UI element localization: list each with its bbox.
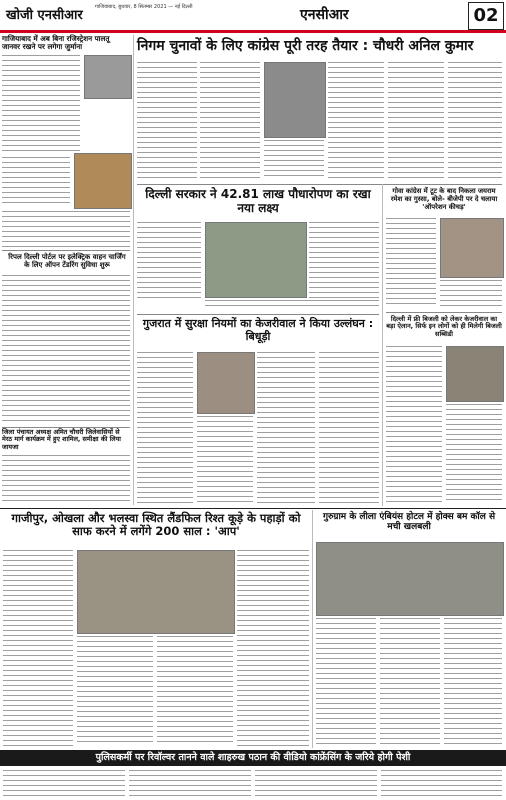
edition-meta: गाजियाबाद, बुधवार, 8 सितम्बर 2021 — नई दिल्ली: [95, 4, 193, 10]
article-body: [197, 416, 253, 504]
column-divider: [133, 35, 134, 505]
politician-photo: [197, 352, 255, 414]
article-body: [388, 62, 444, 180]
article-body: [3, 550, 73, 746]
article-body: [316, 618, 376, 746]
story-headline: गुजरात में सुरक्षा नियमों का केजरीवाल ने किया उल्लंघन : बिधूड़ी: [142, 317, 374, 343]
column-divider: [382, 184, 383, 506]
article-body: [319, 352, 379, 504]
divider: [137, 314, 379, 315]
story-headline: दिल्ली में फ्री बिजली को लेकर केजरीवाल का बड़ा ऐलान, सिर्फ इन लोगों को ही मिलेगी बिजली सब्सिडी: [386, 315, 502, 338]
politician-photo: [264, 62, 326, 138]
article-body: [386, 218, 436, 308]
article-body: [137, 222, 201, 300]
article-body: [129, 770, 251, 798]
story-headline: गोवा कांग्रेस में टूट के बाद निकला जयराम रमेश का गुस्सा, बोले- बीजेपी पर दे चलाया 'ऑपरेशन कीचड़': [390, 187, 498, 211]
article-body: [264, 140, 324, 180]
landfill-photo: [77, 550, 235, 634]
article-body: [440, 280, 502, 308]
politician-photo: [446, 346, 504, 402]
dog-photo: [74, 153, 132, 209]
story-headline: पुलिसकर्मी पर रिवॉल्वर तानने वाले शाहरुख पठान की वीडियो कांफ्रेंसिंग के जरिये होगी पेशी: [0, 750, 506, 766]
column-divider: [312, 510, 313, 748]
page-number: 02: [468, 2, 504, 30]
article-body: [2, 455, 130, 505]
divider: [386, 312, 502, 313]
story-headline: जिला पंचायत अध्यक्ष अमित चौधरी जिलेवासियों से मेरठ मार्ग कार्यक्रम में हुए शामिल, समीक्षा की लिया जायजा: [2, 428, 121, 451]
article-body: [137, 62, 197, 180]
lead-headline: निगम चुनावों के लिए कांग्रेस पूरी तरह तैयार : चौधरी अनिल कुमार: [137, 38, 474, 54]
left-column: [2, 35, 130, 505]
divider: [2, 250, 130, 251]
story-headline: गाजियाबाद में अब बिना रजिस्ट्रेशन पालतू जानवर रखने पर लगेगा जुर्माना: [2, 34, 110, 52]
article-body: [2, 55, 80, 153]
politician-photo: [84, 55, 132, 99]
article-body: [446, 404, 502, 504]
divider: [0, 508, 506, 509]
article-body: [2, 275, 130, 423]
article-body: [381, 770, 502, 798]
article-body: [157, 636, 233, 746]
story-headline: गुरुग्राम के लीला एंबियंस होटल में होक्स बम कॉल से मची खलबली: [322, 512, 496, 533]
masthead: [0, 0, 506, 30]
article-body: [257, 352, 315, 504]
article-body: [137, 352, 193, 504]
article-body: [255, 770, 377, 798]
brand-logo: खोजी एनसीआर: [6, 8, 83, 23]
article-body: [380, 618, 440, 746]
divider: [137, 184, 502, 185]
article-body: [200, 62, 260, 180]
article-body: [386, 346, 442, 504]
story-headline: दिल्ली सरकार ने 42.81 लाख पौधारोपण का रखा नया लक्ष्य: [145, 187, 371, 215]
article-body: [77, 636, 153, 746]
police-photo: [316, 542, 504, 616]
masthead-rule: [0, 30, 506, 33]
section-title: एनसीआर: [300, 7, 349, 23]
article-body: [237, 550, 309, 746]
article-body: [205, 300, 379, 310]
article-body: [448, 62, 502, 180]
story-headline: गाजीपुर, ओखला और भलस्वा स्थित लैंडफिल रिश्त कूड़े के पहाड़ों को साफ करने में लगेंगे 200 साल : 'आप': [11, 511, 301, 539]
press-conference-photo: [205, 222, 307, 298]
politician-photo: [440, 218, 504, 278]
story-headline: रिपल दिल्ली पोर्टल पर इलेक्ट्रिक वाहन चार्जिंग के लिए ऑपन टेंडरिंग सुविधा शुरू: [8, 253, 126, 270]
article-body: [444, 618, 502, 746]
article-body: [309, 222, 379, 300]
article-body: [2, 211, 130, 247]
article-body: [3, 770, 125, 798]
article-body: [2, 157, 70, 207]
article-body: [328, 62, 384, 180]
